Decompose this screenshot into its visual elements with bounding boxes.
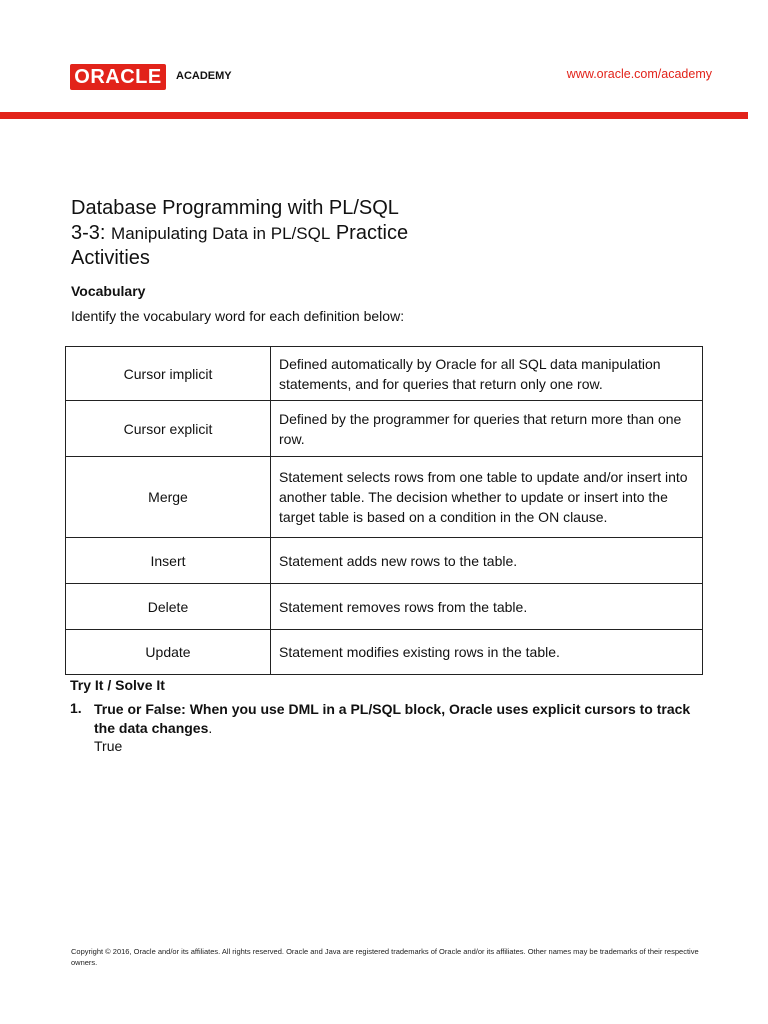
vocab-definition: Statement modifies existing rows in the table. xyxy=(271,630,703,675)
vocab-term: Cursor explicit xyxy=(66,401,271,457)
lesson-title xyxy=(71,221,711,246)
table-row xyxy=(66,584,703,630)
vocab-definition: Defined automatically by Oracle for all SQL data manipulation statements, and for queries that return only one row. xyxy=(271,347,703,401)
vocabulary-instruction: Identify the vocabulary word for each definition below: xyxy=(71,308,405,324)
vocab-term: Merge xyxy=(66,457,271,538)
table-row xyxy=(66,457,703,538)
try-it-heading: Try It / Solve It xyxy=(70,677,165,693)
vocab-definition: Defined by the programmer for queries that return more than one row. xyxy=(271,401,703,457)
vocab-definition: Statement selects rows from one table to update and/or insert into another table. The decision whether to update or insert into the target table is based on a condition in the ON clause. xyxy=(271,457,703,538)
copyright-footer: Copyright © 2016, Oracle and/or its affiliates. All rights reserved. Oracle and Java are registered trademarks of Oracle and/or its affiliates. Other names may be trademarks of their respective owners. xyxy=(71,947,699,967)
vocab-definition: Statement adds new rows to the table. xyxy=(271,538,703,584)
vocab-term: Update xyxy=(66,630,271,675)
oracle-logo-text: ORACLE xyxy=(74,65,162,88)
academy-url-link[interactable]: www.oracle.com/academy xyxy=(566,67,712,81)
table-row xyxy=(66,538,703,584)
course-title: Database Programming with PL/SQL xyxy=(71,197,399,219)
question-answer: True xyxy=(94,738,123,754)
lesson-topic: Manipulating Data in PL/SQL xyxy=(111,224,331,243)
vocab-term: Delete xyxy=(66,584,271,630)
table-row xyxy=(66,401,703,457)
vocabulary-heading: Vocabulary xyxy=(71,283,146,299)
table-row xyxy=(66,630,703,675)
question-number: 1. xyxy=(70,700,82,716)
vocabulary-table xyxy=(65,346,703,675)
academy-label: ACADEMY xyxy=(176,70,232,82)
oracle-logo xyxy=(70,64,166,90)
vocab-definition: Statement removes rows from the table. xyxy=(271,584,703,630)
lesson-number: 3-3: xyxy=(71,222,112,244)
question-punct: . xyxy=(208,720,213,736)
page-header xyxy=(0,0,768,120)
question-text xyxy=(94,700,706,738)
page-title xyxy=(71,196,711,271)
table-row xyxy=(66,347,703,401)
lesson-suffix: Practice xyxy=(330,222,409,244)
question-body: True or False: When you use DML in a PL/SQL block, Oracle uses explicit cursors to track the data changes xyxy=(94,701,691,736)
vocab-term: Insert xyxy=(66,538,271,584)
lesson-title-cont: Activities xyxy=(71,247,150,269)
vocab-term: Cursor implicit xyxy=(66,347,271,401)
header-divider xyxy=(0,112,748,119)
